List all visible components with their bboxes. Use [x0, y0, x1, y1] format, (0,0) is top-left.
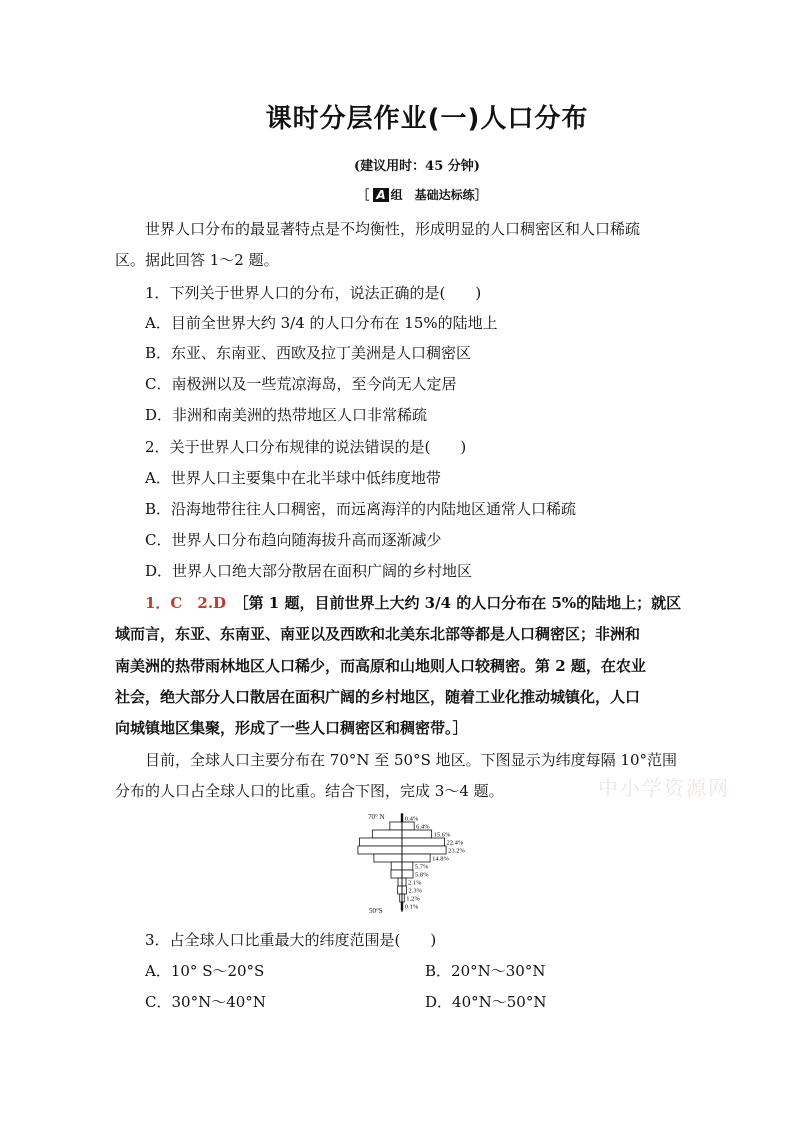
bar-value-label-4: 23.2%	[448, 847, 465, 855]
q2-option-d: D．世界人口绝大部分散居在面积广阔的乡村地区	[145, 562, 473, 580]
watermark: 中小学资源网	[598, 776, 730, 800]
passage1-line1: 世界人口分布的最显著特点是不均衡性，形成明显的人口稠密区和人口稀疏	[145, 220, 641, 238]
q1-option-b: B．东亚、东南亚、西欧及拉丁美洲是人口稠密区	[145, 344, 472, 362]
group-label-text: 组 基础达标练	[390, 188, 475, 202]
bar-value-label-6: 5.7%	[414, 863, 429, 871]
q3-option-a: A．10° S～20°S	[145, 962, 265, 980]
bar-value-label-8: 2.1%	[407, 879, 422, 887]
answer-line1	[145, 592, 725, 613]
chart-bars	[358, 814, 466, 911]
bar-value-label-1: 6.4%	[416, 823, 430, 831]
page-title: 课时分层作业(一)人口分布	[265, 104, 589, 134]
suggested-time: (建议用时：45 分钟)	[354, 159, 480, 174]
bar-value-label-0: 0.4%	[404, 815, 419, 823]
q3-option-c: C．30°N～40°N	[145, 993, 266, 1011]
top-latitude-label: 70° N	[368, 813, 385, 821]
q2-option-b: B．沿海地带往往人口稠密，而远离海洋的内陆地区通常人口稀疏	[145, 500, 577, 518]
group-letter-badge: A	[373, 188, 388, 202]
passage1-line2: 区。据此回答 1～2 题。	[115, 251, 279, 269]
bar-value-label-10: 1.2%	[406, 895, 420, 903]
q1-option-a: A．目前全世界大约 3/4 的人口分布在 15%的陆地上	[145, 314, 498, 332]
answer-line3: 南美洲的热带雨林地区人口稀少，而高原和山地则人口较稠密。第 2 题，在农业	[115, 657, 646, 675]
q2-option-a: A．世界人口主要集中在北半球中低纬度地带	[145, 469, 441, 487]
q1-option-d: D．非洲和南美洲的热带地区人口非常稀疏	[145, 406, 428, 424]
bar-value-label-5: 14.8%	[432, 855, 449, 863]
answer-keys: 1．C 2.D	[145, 594, 227, 612]
bar-value-label-9: 2.3%	[408, 887, 422, 895]
group-bracket-open: ［	[357, 188, 370, 202]
answer-line2: 域而言，东亚、东南亚、南亚以及西欧和北美东北部等都是人口稠密区；非洲和	[115, 625, 641, 643]
q2-stem: 2．关于世界人口分布规律的说法错误的是( )	[145, 438, 467, 456]
population-latitude-chart	[300, 808, 520, 920]
q3-stem: 3．占全球人口比重最大的纬度范围是( )	[145, 931, 437, 949]
answer-line4: 社会，绝大部分人口散居在面积广阔的乡村地区，随着工业化推动城镇化，人口	[115, 688, 641, 706]
q1-stem: 1．下列关于世界人口的分布，说法正确的是( )	[145, 284, 482, 302]
q1-option-c: C．南极洲以及一些荒凉海岛，至今尚无人定居	[145, 375, 457, 393]
q2-option-c: C．世界人口分布趋向随海拔升高而逐渐减少	[145, 531, 442, 549]
answer-line5: 向城镇地区集聚，形成了一些人口稠密区和稠密带。］	[115, 719, 468, 737]
q3-option-d: D．40°N～50°N	[425, 993, 547, 1011]
group-bracket-close: ］	[474, 188, 487, 202]
bottom-latitude-label: 50°S	[369, 907, 383, 915]
bar-value-label-2: 15.6%	[433, 831, 451, 839]
bar-value-label-3: 22.4%	[446, 839, 464, 847]
bar-value-label-7: 5.8%	[415, 871, 429, 879]
group-label	[0, 186, 794, 203]
bar-value-label-11: 0.1%	[404, 903, 419, 911]
q3-option-b: B．20°N～30°N	[425, 962, 546, 980]
passage2-line2: 分布的人口占全球人口的比重。结合下图，完成 3～4 题。	[115, 782, 504, 800]
answer-explanation-1: ［第 1 题，目前世界上大约 3/4 的人口分布在 5%的陆地上；就区	[241, 594, 682, 612]
passage2-line1: 目前，全球人口主要分布在 70°N 至 50°S 地区。下图显示为纬度每隔 10°范围	[145, 751, 678, 769]
